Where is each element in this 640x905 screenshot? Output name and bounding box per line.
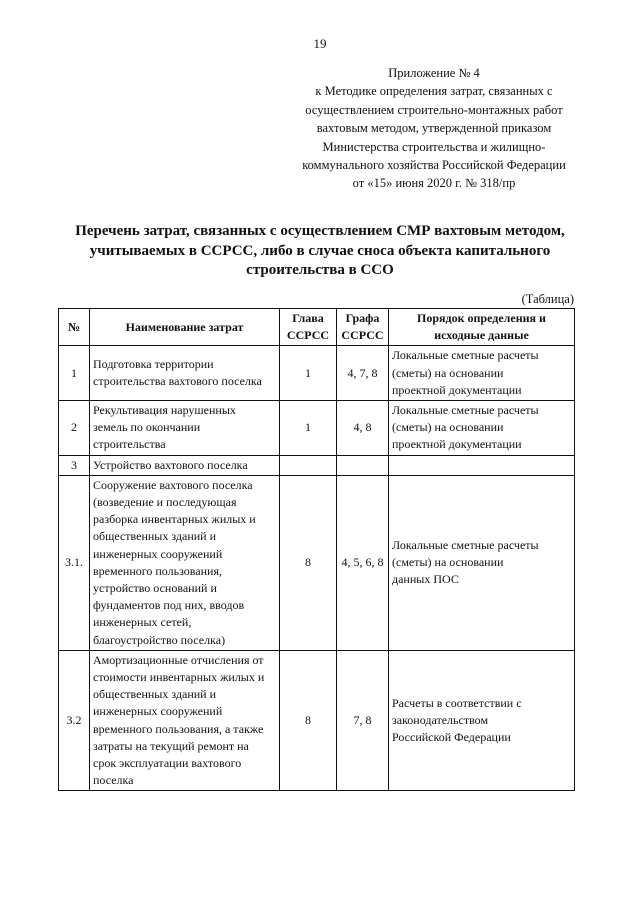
cell-chapter: 8 — [280, 650, 337, 791]
cell-line: временного пользования, — [93, 563, 222, 578]
title-line: строительства в ССО — [246, 262, 394, 278]
cell-line: (сметы) на основании — [392, 420, 504, 435]
cell-chapter: 1 — [280, 401, 337, 456]
cell-name — [90, 475, 280, 650]
cell-line: данных ПОС — [392, 572, 459, 587]
cell-line: земель по окончании — [93, 420, 201, 435]
cell-line: строительства — [93, 437, 166, 452]
appendix-line: к Методике определения затрат, связанных с — [315, 84, 553, 99]
cell-name — [90, 346, 280, 401]
cell-order — [389, 346, 575, 401]
cell-line: инженерных сооружений — [93, 546, 223, 561]
page-number: 19 — [313, 36, 327, 51]
cell-num: 3.2 — [59, 650, 90, 791]
header-line: исходные данные — [434, 328, 529, 343]
table-header-row — [59, 309, 575, 346]
cell-order — [389, 650, 575, 791]
cell-line: Локальные сметные расчеты — [392, 348, 539, 363]
header-chapter — [280, 309, 337, 346]
cell-column: 4, 8 — [337, 401, 389, 456]
cell-line: общественных зданий и — [93, 687, 217, 702]
cell-line: (возведение и последующая — [93, 495, 237, 510]
cell-line: проектной документации — [392, 382, 522, 397]
cell-chapter: 8 — [280, 475, 337, 650]
appendix-line: осуществлением строительно-монтажных работ — [305, 102, 563, 117]
cell-line: разборка инвентарных жилых и — [93, 512, 256, 527]
cell-line: устройство оснований и — [93, 581, 217, 596]
table-row — [59, 455, 575, 475]
header-line: Глава — [292, 311, 324, 325]
cell-line: общественных зданий и — [93, 529, 217, 544]
cell-line: Подготовка территории — [93, 357, 214, 371]
cell-line: стоимости инвентарных жилых и — [93, 670, 265, 685]
cell-line: законодательством — [392, 713, 489, 728]
header-line: Порядок определения и — [417, 311, 546, 325]
cell-line: Локальные сметные расчеты — [392, 403, 539, 418]
header-order — [389, 309, 575, 346]
cell-line: временного пользования, а также — [93, 721, 264, 736]
cell-chapter — [280, 455, 337, 475]
cell-column: 4, 5, 6, 8 — [337, 475, 389, 650]
cell-line: благоустройство поселка) — [93, 632, 226, 647]
cell-line: Амортизационные отчисления от — [93, 652, 264, 667]
table-row — [59, 346, 575, 401]
cell-name — [90, 401, 280, 456]
header-line: ССРСС — [341, 328, 384, 343]
cell-order — [389, 455, 575, 475]
cell-line: затраты на текущий ремонт на — [93, 738, 249, 753]
cell-line: инженерных сооружений — [93, 704, 223, 719]
cell-line: строительства вахтового поселка — [93, 374, 262, 389]
cell-order — [389, 401, 575, 456]
cell-column — [337, 455, 389, 475]
header-line: ССРСС — [286, 328, 330, 343]
cell-line: Локальные сметные расчеты — [392, 538, 539, 553]
cell-column: 7, 8 — [337, 650, 389, 791]
costs-table — [58, 308, 575, 791]
cell-line: Российской Федерации — [392, 730, 511, 745]
document-title — [60, 222, 580, 281]
cell-name — [90, 650, 280, 791]
cell-order — [389, 475, 575, 650]
cell-name — [90, 455, 280, 475]
cell-num: 3 — [59, 455, 90, 475]
appendix-line: Приложение № 4 — [388, 66, 480, 80]
table-note: (Таблица) — [521, 292, 574, 306]
cell-line: проектной документации — [392, 437, 522, 452]
cell-line: Сооружение вахтового поселка — [93, 477, 253, 492]
table-row — [59, 650, 575, 791]
appendix-line: коммунального хозяйства Российской Федерации — [302, 158, 566, 173]
cell-line: Устройство вахтового поселка — [93, 457, 248, 472]
cell-chapter: 1 — [280, 346, 337, 401]
title-line: Перечень затрат, связанных с осуществлением СМР вахтовым методом, — [75, 223, 565, 239]
header-num: № — [59, 309, 90, 346]
appendix-line: от «15» июня 2020 г. № 318/пр — [352, 176, 516, 191]
cell-line: поселка — [93, 773, 134, 788]
table-row — [59, 475, 575, 650]
cell-line: срок эксплуатации вахтового — [93, 756, 242, 771]
cell-num: 1 — [59, 346, 90, 401]
cell-line: инженерных сетей, — [93, 615, 192, 630]
cell-num: 2 — [59, 401, 90, 456]
appendix-line: Министерства строительства и жилищно- — [322, 139, 546, 154]
cell-line: (сметы) на основании — [392, 365, 504, 380]
appendix-line: вахтовым методом, утвержденной приказом — [316, 121, 552, 136]
cell-column: 4, 7, 8 — [337, 346, 389, 401]
cell-line: Расчеты в соответствии с — [392, 695, 522, 710]
cell-line: фундаментов под них, вводов — [93, 598, 245, 613]
appendix-block — [300, 64, 568, 193]
header-line: Графа — [345, 311, 380, 325]
cell-num: 3.1. — [59, 475, 90, 650]
table-row — [59, 401, 575, 456]
title-line: учитываемых в ССРСС, либо в случае сноса объекта капитального — [89, 242, 551, 259]
cell-line: (сметы) на основании — [392, 555, 504, 570]
header-column — [337, 309, 389, 346]
header-name: Наименование затрат — [90, 309, 280, 346]
cell-line: Рекультивация нарушенных — [93, 403, 236, 418]
